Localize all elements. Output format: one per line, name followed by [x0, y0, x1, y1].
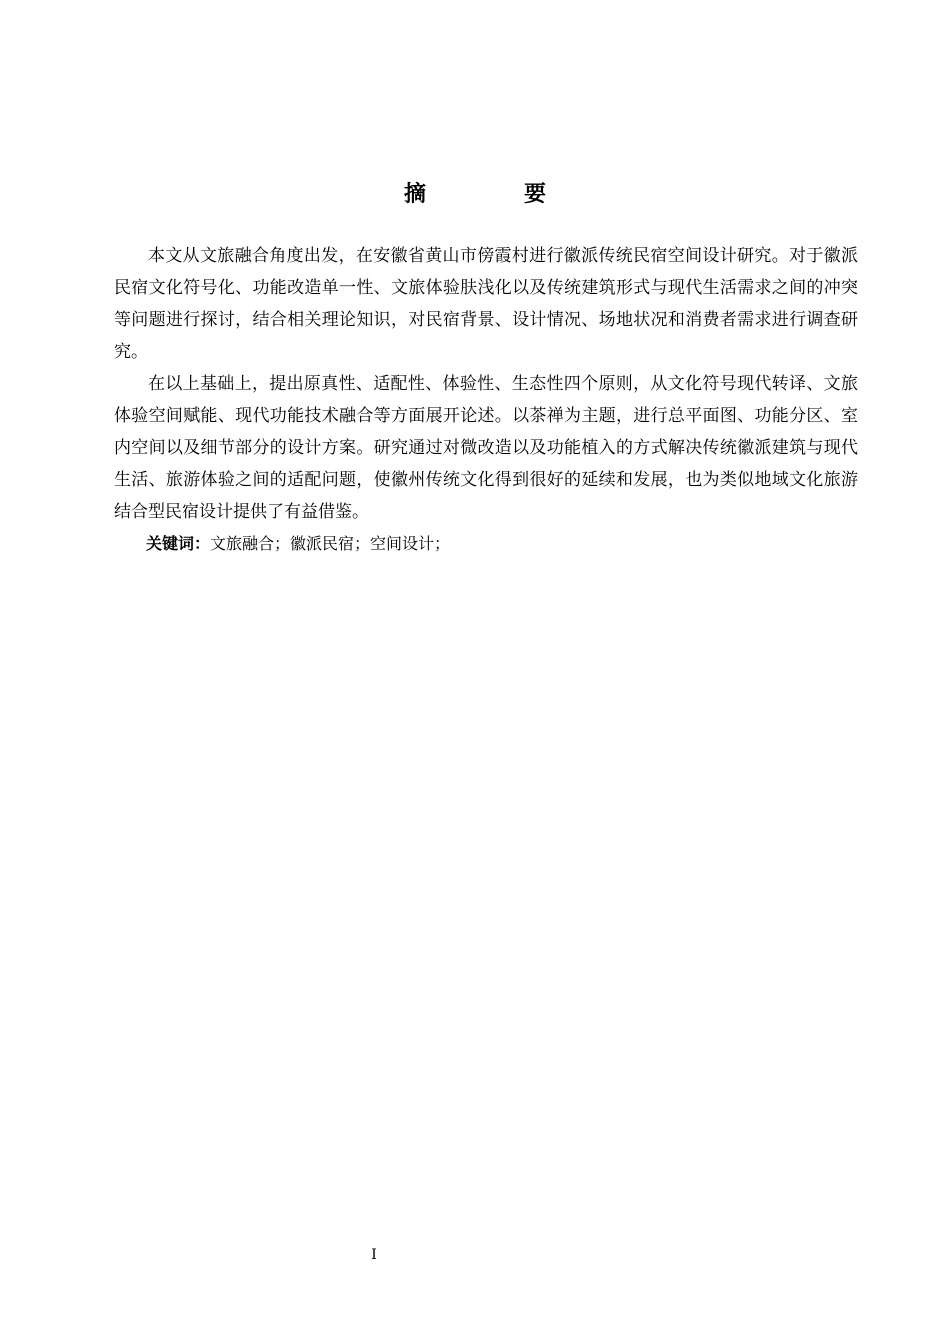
keywords-value: 文旅融合；徽派民宿；空间设计；	[210, 534, 451, 553]
page-title: 摘 要	[403, 181, 584, 207]
page-number: I	[371, 1247, 377, 1263]
keywords-label: 关键词：	[146, 534, 211, 553]
abstract-paragraph-2: 在以上基础上，提出原真性、适配性、体验性、生态性四个原则，从文化符号现代转译、文旅体验空间赋能、现代功能技术融合等方面展开论述。以茶禅为主题，进行总平面图、功能分区、室内空间以及细节部分的设计方案。研究通过对微改造以及功能植入的方式解决传统徽派建筑与现代生活、旅游体验之间的适配问题，使徽州传统文化得到很好的延续和发展，也为类似地域文化旅游结合型民宿设计提供了有益借鉴。	[114, 374, 858, 522]
abstract-paragraph-1: 本文从文旅融合角度出发，在安徽省黄山市傍霞村进行徽派传统民宿空间设计研究。对于徽派民宿文化符号化、功能改造单一性、文旅体验肤浅化以及传统建筑形式与现代生活需求之间的冲突等问题进行探讨，结合相关理论知识，对民宿背景、设计情况、场地状况和消费者需求进行调查研究。	[114, 246, 858, 362]
keywords-line	[114, 528, 858, 560]
abstract-body	[114, 240, 858, 560]
